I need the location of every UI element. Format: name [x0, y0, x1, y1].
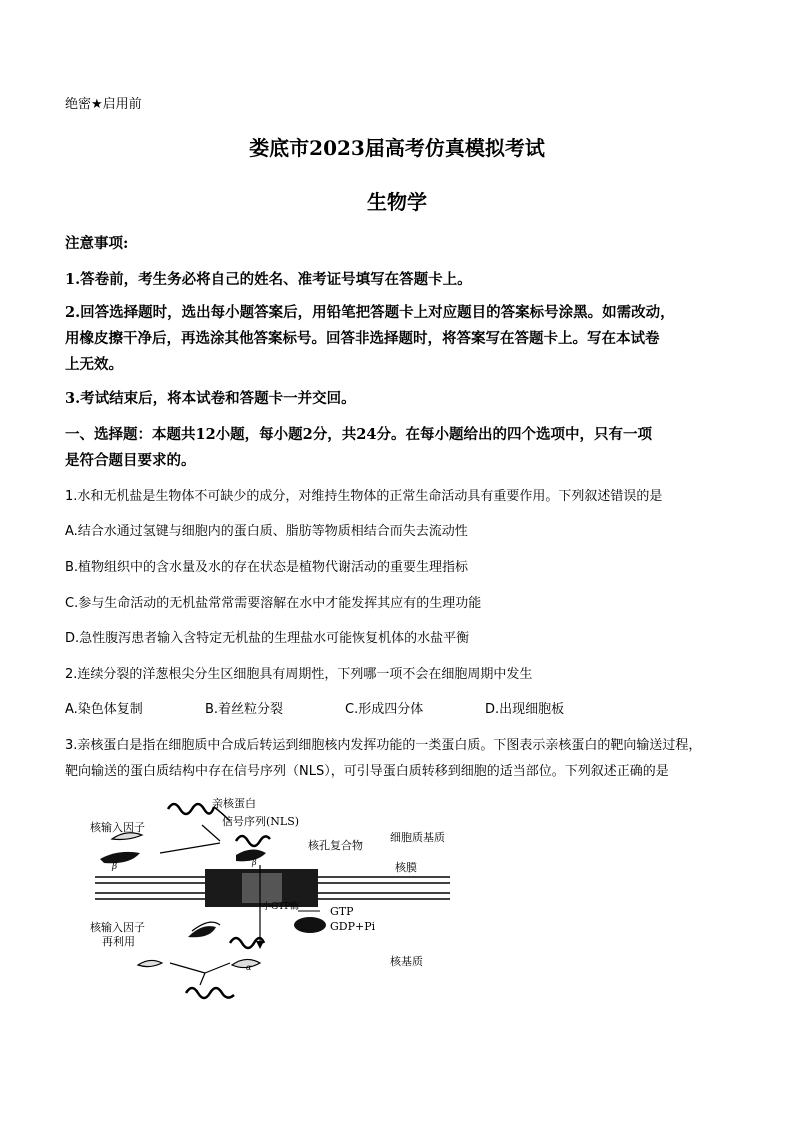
q3-stem-line-1: 3.亲核蛋白是指在细胞质中合成后转运到细胞核内发挥功能的一类蛋白质。下图表示亲核蛋白的靶向输送过程， — [65, 738, 702, 753]
q3-stem-line-2: 靶向输送的蛋白质结构中存在信号序列（NLS），可引导蛋白质转移到细胞的适当部位。下列叙述正确的是 — [65, 764, 669, 779]
alpha-label: α — [246, 963, 252, 972]
label-signal-sequence: 信号序列(NLS) — [222, 815, 300, 828]
label-cytoplasm-matrix: 细胞质基质 — [390, 831, 445, 844]
confidential-label: 绝密★启用前 — [65, 97, 142, 112]
label-gtp: GTP — [330, 905, 354, 918]
q1-option-c: C.参与生命活动的无机盐常常需要溶解在水中才能发挥其应有的生理功能 — [65, 596, 482, 611]
dissociation-arrows — [170, 963, 230, 985]
label-nucleoplasm: 核基质 — [390, 955, 423, 968]
exam-title: 娄底市2023届高考仿真模拟考试 — [249, 136, 545, 160]
label-small-gtpase: 小GTP酶 — [262, 902, 300, 912]
cargo-complex-coil — [236, 836, 270, 846]
section-heading-line-2: 是符合题目要求的。 — [65, 452, 196, 469]
final-protein-coil — [186, 988, 234, 998]
beta-label-2: β — [252, 858, 257, 867]
note-item-2-line-2: 用橡皮擦干净后，再选涂其他答案标号。回答非选择题时，将答案写在答题卡上。写在本试卷 — [65, 330, 660, 347]
notes-heading: 注意事项: — [65, 235, 129, 252]
beta-label: β — [112, 862, 118, 872]
subject-title: 生物学 — [367, 190, 427, 214]
q2-option-a: A.染色体复制 — [65, 702, 143, 717]
import-factor-beta-shape — [100, 852, 140, 863]
label-npc: 核孔复合物 — [308, 839, 363, 852]
q2-option-c: C.形成四分体 — [345, 702, 424, 717]
cargo-complex-beta — [236, 849, 266, 861]
note-item-2-line-3: 上无效。 — [65, 356, 123, 373]
q2-stem: 2.连续分裂的洋葱根尖分生区细胞具有周期性，下列哪一项不会在细胞周期中发生 — [65, 667, 533, 682]
label-nuclear-envelope: 核膜 — [395, 861, 417, 874]
label-recycle-line-2: 再利用 — [102, 935, 135, 948]
label-recycle-line-1: 核输入因子 — [90, 921, 145, 934]
q2-option-d: D.出现细胞板 — [485, 702, 565, 717]
note-item-3: 3.考试结束后，将本试卷和答题卡一并交回。 — [65, 390, 356, 407]
nuclear-factor-alpha-left — [138, 960, 162, 966]
q1-option-b: B.植物组织中的含水量及水的存在状态是植物代谢活动的重要生理指标 — [65, 560, 469, 575]
note-item-2-line-1: 2.回答选择题时，选出每小题答案后，用铅笔把答题卡上对应题目的答案标号涂黑。如需改动， — [65, 304, 675, 321]
q2-option-b: B.着丝粒分裂 — [205, 702, 284, 717]
nuclear-import-diagram — [90, 795, 490, 1010]
q1-stem: 1.水和无机盐是生物体不可缺少的成分，对维持生物体的正常生命活动具有重要作用。下列叙述错误的是 — [65, 489, 663, 504]
label-import-factor: 核输入因子 — [90, 821, 145, 834]
recycled-factor-beta — [188, 926, 216, 937]
q1-option-a: A.结合水通过氢键与细胞内的蛋白质、脂肪等物质相结合而失去流动性 — [65, 524, 468, 539]
note-item-1: 1.答卷前，考生务必将自己的姓名、准考证号填写在答题卡上。 — [65, 271, 472, 288]
section-heading-line-1: 一、选择题：本题共12小题，每小题2分，共24分。在每小题给出的四个选项中，只有一项 — [65, 426, 652, 443]
label-gdp-pi: GDP+Pi — [330, 920, 376, 933]
assembly-arrows — [160, 825, 220, 853]
q1-option-d: D.急性腹泻患者输入含特定无机盐的生理盐水可能恢复机体的水盐平衡 — [65, 631, 470, 646]
small-gtpase-blob — [294, 917, 326, 933]
label-nuclear-protein: 亲核蛋白 — [212, 797, 256, 810]
nuclear-protein-coil — [168, 804, 214, 814]
